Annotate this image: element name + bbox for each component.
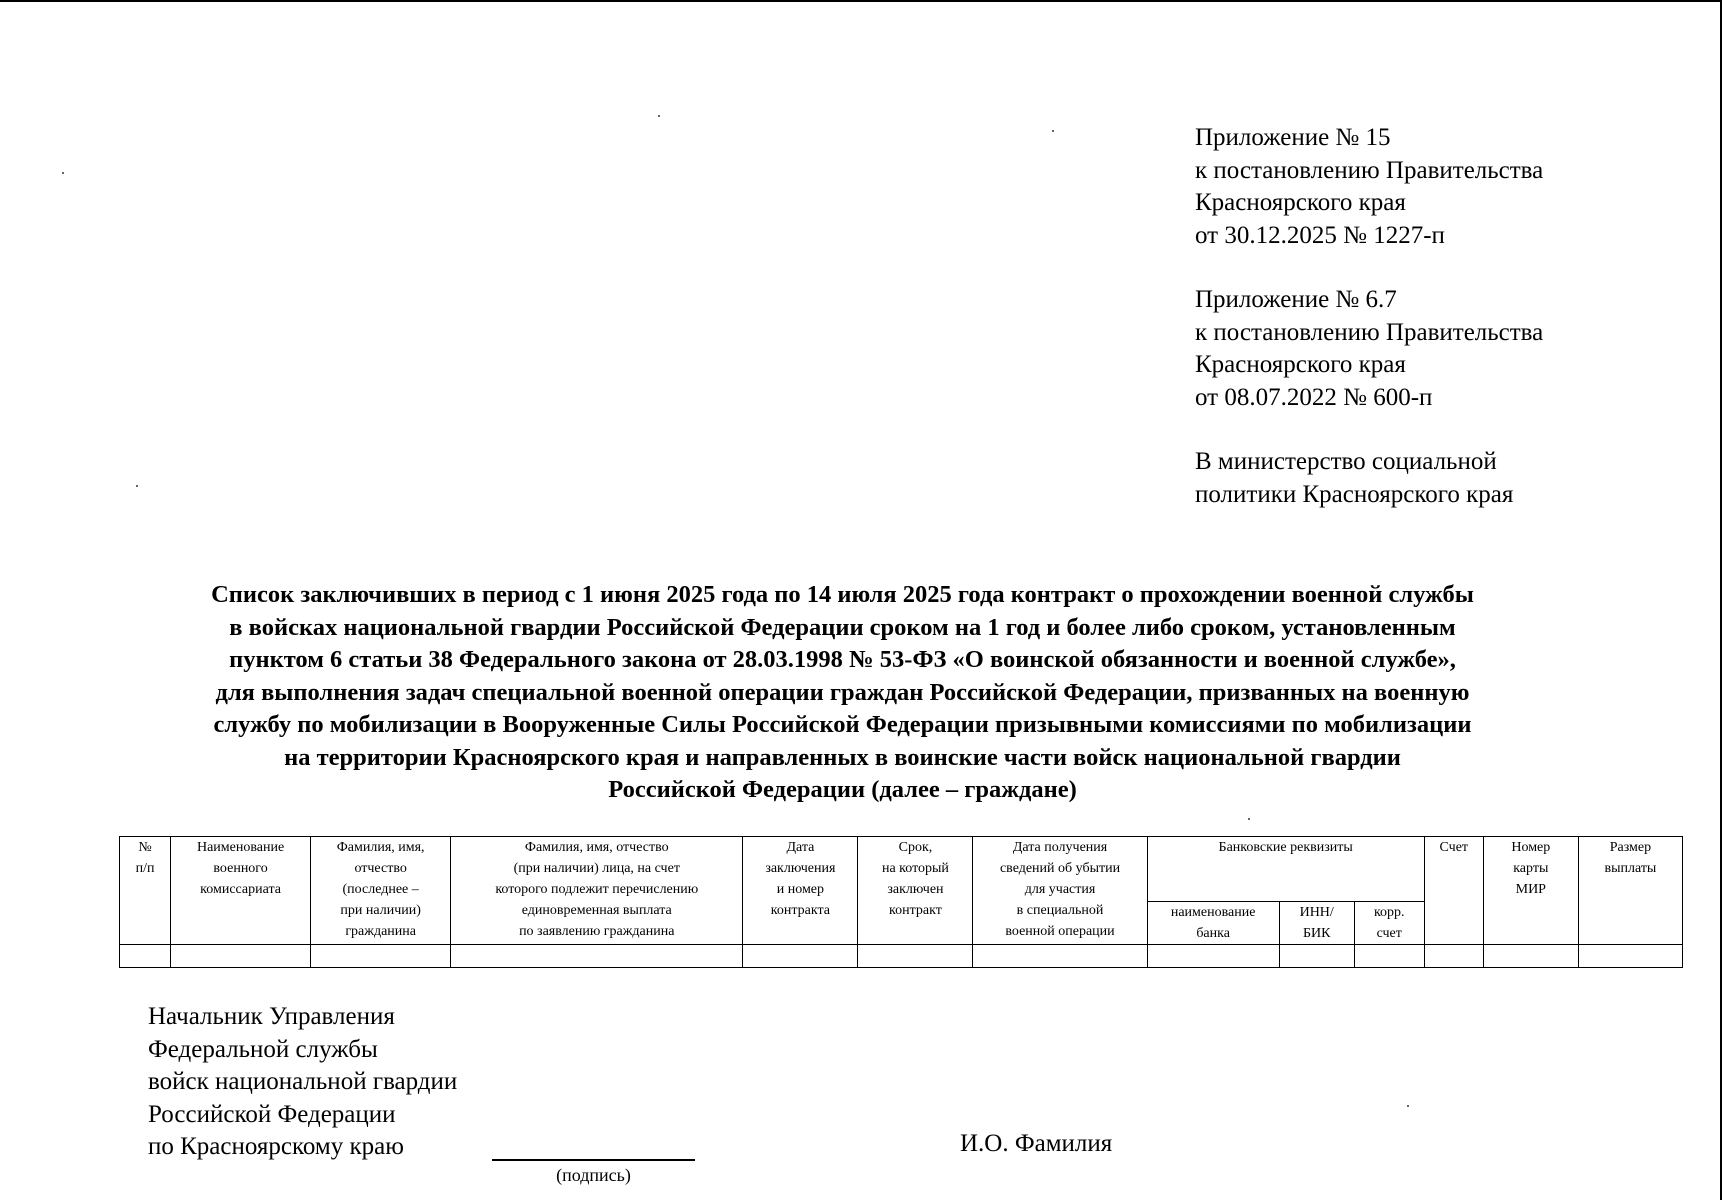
title-line: на территории Красноярского края и направленных в воинские части войск национальной гвардии [284,743,1401,771]
table-cell [1147,945,1279,968]
title-line: Список заключивших в период с 1 июня 2025 года по 14 июля 2025 года контракт о прохождении военной службы [211,581,1474,608]
header-inn-bik: ИНН/ БИК [1279,902,1354,945]
signature-position-block [148,1001,668,1164]
appendix-current-line: к постановлению Правительства [1195,156,1544,184]
table-cell [1424,945,1483,968]
appendix-original-line: Приложение № 6.7 [1195,286,1397,313]
appendix-current-line: Красноярского края [1195,189,1406,216]
table-header-row [120,837,1683,902]
signatory-name: И.О. Фамилия [960,1130,1113,1157]
scan-speck [658,115,660,117]
table-cell [743,945,858,968]
appendix-current-block [1195,122,1695,252]
header-bank-name: наименование банка [1147,902,1279,945]
scan-speck [1248,818,1250,820]
table-cell [171,945,311,968]
title-line: пунктом 6 статьи 38 Федерального закона от 28.03.1998 № 53-ФЗ «О воинской обязанности и военной службе», [229,646,1456,673]
appendix-original-line: к постановлению Правительства [1195,318,1544,346]
title-line: службу по мобилизации в Вооруженные Силы Российской Федерации призывными комиссиями по мобилизации [213,711,1472,738]
header-contract-date: Дата заключения и номер контракта [743,837,858,945]
addressee-block [1195,446,1695,511]
signature-position-line: по Красноярскому краю [148,1133,404,1160]
table-cell [1578,945,1682,968]
citizens-list-table [119,836,1683,968]
scan-border-top [0,0,1722,2]
header-term: Срок, на который заключен контракт [858,837,973,945]
signature-line [492,1159,695,1161]
header-commissariat: Наименование военного комиссариата [171,837,311,945]
table-cell [858,945,973,968]
header-departure-date: Дата получения сведений об убытии для участия в специальной военной операции [973,837,1147,945]
signature-position-line: Начальник Управления [148,1003,395,1030]
appendix-current-line: от 30.12.2025 № 1227-п [1195,221,1445,249]
header-mir-card: Номер карты МИР [1483,837,1578,945]
title-line: Российской Федерации (далее – граждане) [608,776,1077,803]
addressee-line: политики Красноярского края [1195,480,1514,508]
table-cell [973,945,1147,968]
scan-speck [1052,130,1054,132]
title-line: для выполнения задач специальной военной операции граждан Российской Федерации, призванных на военную [215,678,1470,706]
signature-position-line: Федеральной службы [148,1035,378,1063]
appendix-current-line: Приложение № 15 [1195,124,1391,151]
addressee-line: В министерство социальной [1195,448,1497,475]
appendix-original-line: Красноярского края [1195,351,1406,378]
header-corr-account: корр. счет [1354,902,1424,945]
table-cell [311,945,451,968]
signature-position-line: Российской Федерации [148,1100,396,1128]
table-cell [1279,945,1354,968]
header-citizen-name: Фамилия, имя, отчество (последнее – при наличии) гражданина [311,837,451,945]
appendix-original-line: от 08.07.2022 № 600-п [1195,383,1433,411]
header-payment: Размер выплаты [1578,837,1682,945]
table-cell [1354,945,1424,968]
header-recipient-name: Фамилия, имя, отчество (при наличии) лица, на счет которого подлежит перечислению единовременная выплата по заявлению гражданина [451,837,743,945]
table-cell [1483,945,1578,968]
signature-position-line: войск национальной гвардии [148,1068,458,1095]
table-cell [451,945,743,968]
scan-speck [1407,1105,1409,1107]
header-bank-details: Банковские реквизиты [1147,837,1424,902]
table-cell [120,945,171,968]
title-line: в войсках национальной гвардии Российской Федерации сроком на 1 год и более либо сроком, установленным [229,613,1456,641]
header-account: Счет [1424,837,1483,945]
table-row [120,945,1683,968]
signature-caption: (подпись) [556,1165,631,1185]
header-num: № п/п [120,837,171,945]
document-title [110,579,1575,807]
scan-speck [62,172,64,174]
appendix-original-block [1195,284,1695,414]
scan-speck [136,485,138,487]
